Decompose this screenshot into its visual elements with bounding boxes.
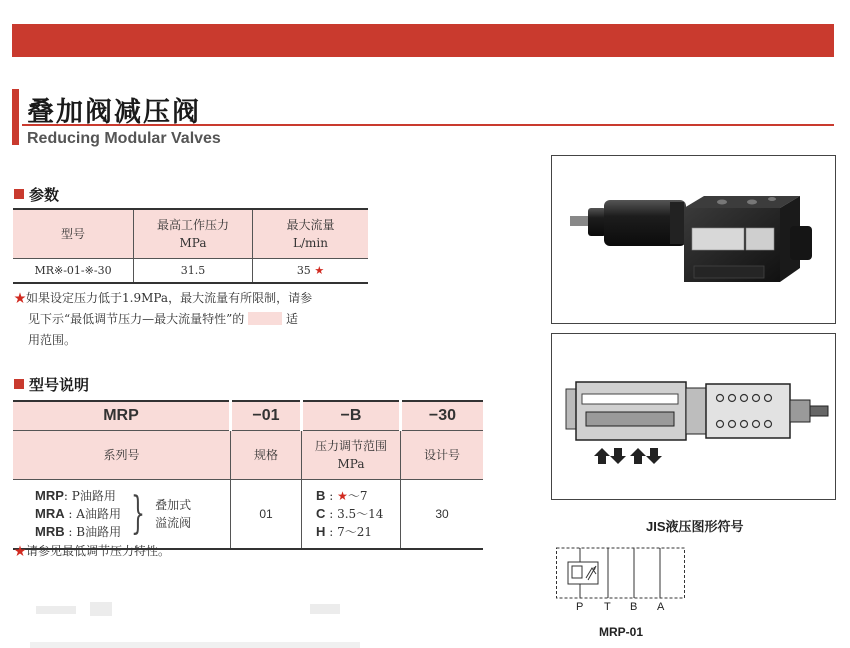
cell-flow: 35 ★ [296, 264, 325, 277]
port-label: P [576, 601, 584, 613]
product-photo [551, 155, 836, 324]
series-type-line: 叠加式 [155, 498, 192, 512]
jis-symbol-caption: MRP-01 [599, 625, 644, 639]
col-max-pressure: 最高工作压力 MPa [134, 209, 253, 259]
range-options [302, 480, 401, 550]
series-item: MRB : B油路用 [35, 524, 122, 539]
watermark-graphic [30, 596, 370, 648]
title-accent-bar [12, 89, 19, 145]
range-item: C : 3.5～14 [316, 506, 384, 521]
model-note: ★请参见最低调节压力特性。 [14, 544, 171, 558]
table-row [13, 259, 368, 284]
series-item: MRA : A油路用 [35, 506, 121, 521]
design-value: 30 [401, 480, 484, 550]
code-design: −30 [401, 401, 484, 431]
desc-pressure-range: 压力调节范围 MPa [302, 431, 401, 480]
params-heading: 参数 [14, 184, 59, 205]
port-label: T [604, 601, 611, 613]
code-size: −01 [231, 401, 302, 431]
brace-icon: } [131, 488, 146, 539]
star-icon: ★ [337, 489, 348, 503]
cell-pressure: 31.5 [134, 259, 253, 284]
range-item: B : ★～7 [316, 488, 368, 503]
range-item: H : 7～21 [316, 524, 372, 539]
port-label: A [657, 601, 665, 613]
model-heading: 型号说明 [14, 374, 89, 395]
params-note: ★如果设定压力低于1.9MPa，最大流量有所限制，请参 见下示“最低调节压力—最大流量特性”的 适 用范围。 [14, 291, 313, 347]
series-type-line: 溢流阀 [155, 516, 192, 530]
size-value: 01 [231, 480, 302, 550]
col-model: 型号 [13, 209, 134, 259]
port-label: B [630, 601, 638, 613]
series-item: MRP: P油路用 [35, 488, 116, 503]
jis-symbol-title: JIS液压图形符号 [646, 519, 744, 534]
page-title: 叠加阀减压阀 [27, 97, 201, 128]
square-bullet-icon [14, 379, 24, 389]
jis-hydraulic-symbol [556, 540, 686, 606]
col-max-flow: 最大流量 L/min [253, 209, 369, 259]
top-banner [12, 24, 834, 57]
page-subtitle: Reducing Modular Valves [27, 130, 221, 147]
star-icon: ★ [314, 264, 325, 277]
star-icon: ★ [14, 544, 27, 558]
star-icon: ★ [14, 291, 27, 305]
model-code-table [13, 400, 483, 550]
series-options [13, 480, 231, 550]
desc-size: 规格 [231, 431, 302, 480]
pink-legend-swatch [248, 312, 282, 325]
square-bullet-icon [14, 189, 24, 199]
desc-series: 系列号 [13, 431, 231, 480]
cross-section-drawing [551, 333, 836, 500]
desc-design: 设计号 [401, 431, 484, 480]
code-pressure-range: −B [302, 401, 401, 431]
cell-model: MR※-01-※-30 [13, 259, 134, 284]
params-table [13, 208, 368, 284]
code-series: MRP [13, 401, 231, 431]
